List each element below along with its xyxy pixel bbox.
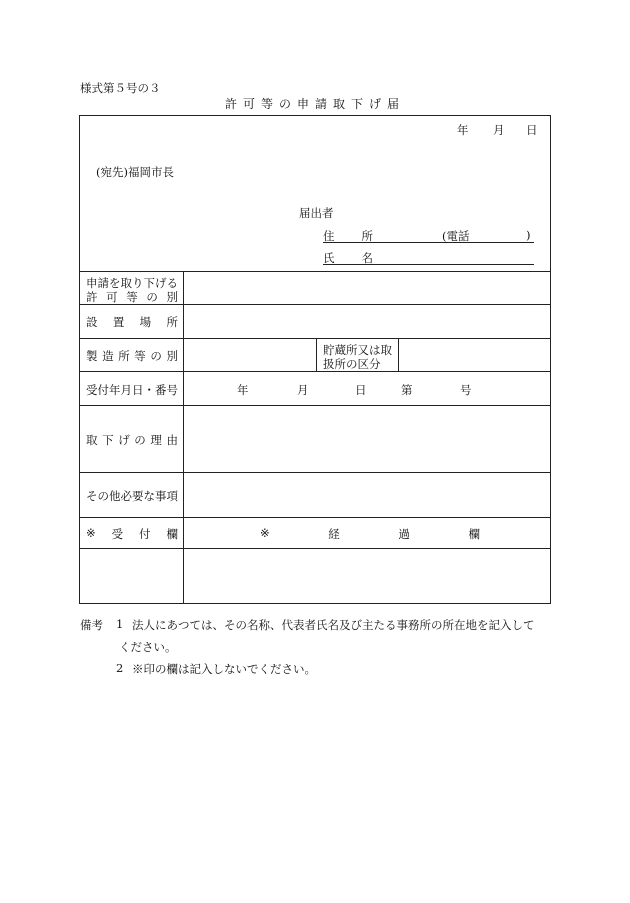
name-label-char: 氏 — [323, 251, 335, 265]
header-char: 経 — [328, 527, 340, 541]
column-divider — [398, 338, 399, 371]
header-char: ※ — [260, 526, 270, 540]
header-char: 過 — [398, 527, 410, 541]
header-char: 付 — [139, 527, 151, 541]
address-label-char: 住 — [323, 229, 335, 243]
reason-label — [86, 432, 178, 448]
label-char: の — [146, 290, 158, 304]
receipt-year-label: 年 — [237, 383, 249, 397]
label-char: 取 — [86, 433, 98, 447]
phone-label: (電話 — [442, 229, 470, 243]
date-year-label: 年 — [457, 123, 469, 137]
receipt-go-label: 号 — [460, 383, 472, 397]
row-divider — [80, 371, 550, 372]
form-number: 様式第５号の３ — [80, 81, 161, 95]
address-label-char: 所 — [361, 229, 373, 243]
note-1-number: 1 — [116, 617, 124, 631]
label-char: げ — [118, 433, 130, 447]
row-divider — [80, 338, 550, 339]
row-divider — [80, 271, 550, 272]
reception-column-header — [86, 526, 178, 542]
label-char: 下 — [102, 433, 114, 447]
phone-close: ) — [526, 228, 531, 242]
facility-type-label — [86, 348, 178, 364]
note-1-line2: ください。 — [119, 640, 177, 654]
other-items-label: その他必要な事項 — [86, 489, 178, 503]
column-divider — [316, 338, 317, 371]
name-underline — [323, 264, 534, 265]
name-label-char: 名 — [361, 251, 373, 265]
storage-category-label-line2: 扱所の区分 — [323, 357, 381, 371]
storage-category-label-line1: 貯蔵所又は取 — [323, 343, 392, 357]
label-char: 許 — [86, 290, 98, 304]
label-char: 可 — [106, 290, 118, 304]
date-day-label: 日 — [526, 123, 538, 137]
address-underline — [323, 242, 534, 243]
note-1-line1: 法人にあつては、その名称、代表者氏名及び主たる事務所の所在地を記入して — [132, 618, 535, 632]
header-char: ※ — [86, 526, 96, 540]
addressee: (宛先)福岡市長 — [96, 165, 174, 179]
label-char: 理 — [150, 433, 162, 447]
header-char: 欄 — [166, 527, 178, 541]
receipt-label: 受付年月日・番号 — [86, 383, 178, 397]
form-table — [79, 115, 551, 604]
notifier-label: 届出者 — [299, 206, 334, 220]
label-char: 所 — [166, 315, 178, 329]
permit-type-label-line2 — [86, 289, 178, 305]
label-char: 所 — [118, 349, 130, 363]
header-char: 受 — [111, 527, 124, 541]
notes-prefix: 備考 — [80, 618, 103, 632]
column-divider — [183, 271, 184, 604]
label-char: 別 — [166, 349, 178, 363]
header-char: 欄 — [468, 527, 480, 541]
receipt-day-label: 日 — [355, 383, 367, 397]
label-char: 場 — [139, 315, 152, 329]
label-char: 置 — [112, 315, 125, 329]
receipt-dai-label: 第 — [401, 383, 413, 397]
location-label — [86, 314, 178, 330]
label-char: の — [134, 433, 146, 447]
note-2-number: 2 — [116, 661, 124, 675]
row-divider — [80, 405, 550, 406]
label-char: 由 — [166, 433, 178, 447]
label-char: 等 — [134, 349, 146, 363]
label-char: 別 — [166, 290, 178, 304]
permit-type-label-line1: 申請を取り下げる — [86, 276, 178, 290]
document-title: 許可等の申請取下げ届 — [224, 97, 405, 111]
label-char: 等 — [126, 290, 138, 304]
progress-column-header — [260, 526, 480, 542]
label-char: の — [150, 349, 162, 363]
label-char: 製 — [86, 349, 98, 363]
date-month-label: 月 — [493, 123, 505, 137]
row-divider — [80, 472, 550, 473]
label-char: 造 — [102, 349, 114, 363]
receipt-month-label: 月 — [297, 383, 309, 397]
label-char: 設 — [86, 315, 98, 329]
note-2-text: ※印の欄は記入しないでください。 — [132, 662, 316, 676]
row-divider — [80, 517, 550, 518]
row-divider — [80, 548, 550, 549]
